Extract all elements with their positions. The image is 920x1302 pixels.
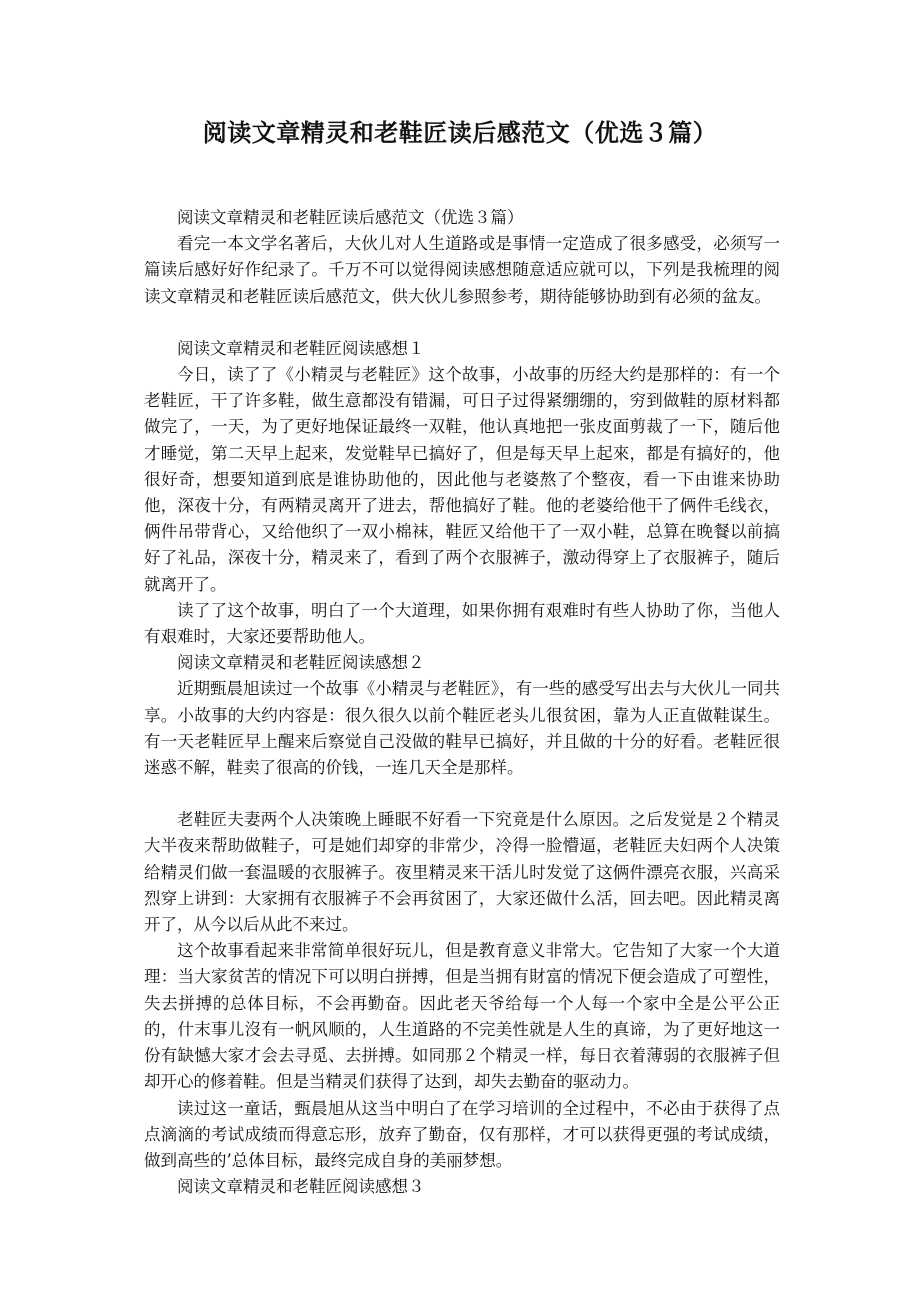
document-body bbox=[144, 205, 780, 1200]
paragraph: 读过这一童话，甄晨旭从这当中明白了在学习培训的全过程中，不必由于获得了点点滴滴的考试成绩而得意忘形，放弃了勤奋，仅有那样，才可以获得更强的考试成绩，做到高些的’总体目标，最终完成自身的美丽梦想。 bbox=[144, 1098, 780, 1170]
section-heading-3: 阅读文章精灵和老鞋匠阅读感想３ bbox=[177, 1177, 425, 1197]
paragraph: 今日，读了了《小精灵与老鞋匠》这个故事，小故事的历经大约是那样的：有一个老鞋匠，干了许多鞋，做生意都没有错漏，可日子过得紧绷绷的，穷到做鞋的原材料都做完了，一天，为了更好地保证最终一双鞋，他认真地把一张皮面剪裁了一下，随后他才睡觉，第二天早上起来，发觉鞋早已搞好了，但是每天早上起來，都是有搞好的，他很好奇，想要知道到底是谁协助他的，因此他与老婆熬了个整夜，看一下由谁来协助他，深夜十分，有两精灵离开了进去，帮他搞好了鞋。他的老婆给他干了俩件毛线衣，俩件吊带背心，又给他织了一双小棉袜，鞋匠又给他干了一双小鞋，总算在晚餐以前搞好了礼品，深夜十分，精灵来了，看到了两个衣服裤子，激动得穿上了衣服裤子，随后就离开了。 bbox=[144, 365, 780, 594]
section-heading-2: 阅读文章精灵和老鞋匠阅读感想２ bbox=[177, 653, 425, 673]
document-title: 阅读文章精灵和老鞋匠读后感范文（优选３篇） bbox=[202, 119, 718, 147]
paragraph: 老鞋匠夫妻两个人决策晚上睡眠不好看一下究竟是什么原因。之后发觉是２个精灵大半夜来帮助做鞋子，可是她们却穿的非常少，冷得一脸懵逼，老鞋匠夫妇两个人决策给精灵们做一套温暖的衣服裤子。夜里精灵来干活儿时发觉了这俩件漂亮衣服，兴高采烈穿上讲到：大家拥有衣服裤子不会再贫困了，大家还做什么活，回去吧。因此精灵离开了，从今以后从此不来过。 bbox=[144, 810, 780, 935]
section-heading-1: 阅读文章精灵和老鞋匠阅读感想１ bbox=[177, 338, 425, 358]
paragraph-intro: 看完一本文学名著后，大伙儿对人生道路或是事情一定造成了很多感受，必须写一篇读后感好好作纪录了。千万不可以觉得阅读感想随意适应就可以，下列是我梳理的阅读文章精灵和老鞋匠读后感范文，供大伙儿参照参考，期待能够协助到有必须的盆友。 bbox=[144, 234, 780, 306]
paragraph-subtitle: 阅读文章精灵和老鞋匠读后感范文（优选３篇） bbox=[177, 208, 524, 227]
paragraph: 这个故事看起来非常简单很好玩儿，但是教育意义非常大。它告知了大家一个大道理：当大家贫苦的情况下可以明白拼搏，但是当拥有財富的情况下便会造成了可塑性，失去拼搏的总体目标，不会再勤奋。因此老天爷给每一个人每一个家中全是公平公正的，什末事儿沒有一帆风顺的，人生道路的不完美性就是人生的真谛，为了更好地这一份有缺憾大家才会去寻觅、去拼搏。如同那２个精灵一样，每日衣着薄弱的衣服裤子但却开心的修着鞋。但是当精灵们获得了达到，却失去勤奋的驱动力。 bbox=[144, 941, 780, 1092]
paragraph: 近期甄晨旭读过一个故事《小精灵与老鞋匠》，有一些的感受写出去与大伙儿一同共享。小故事的大约内容是：很久很久以前个鞋匠老头儿很贫困，靠为人正直做鞋谋生。有一天老鞋匠早上醒来后察觉自己没做的鞋早已搞好，并且做的十分的好看。老鞋匠很迷惑不解，鞋卖了很高的价钱，一连几天全是那样。 bbox=[144, 679, 780, 778]
paragraph: 读了了这个故事，明白了一个大道理，如果你拥有艰难时有些人协助了你，当他人有艰难时，大家还要帮助他人。 bbox=[144, 600, 780, 647]
